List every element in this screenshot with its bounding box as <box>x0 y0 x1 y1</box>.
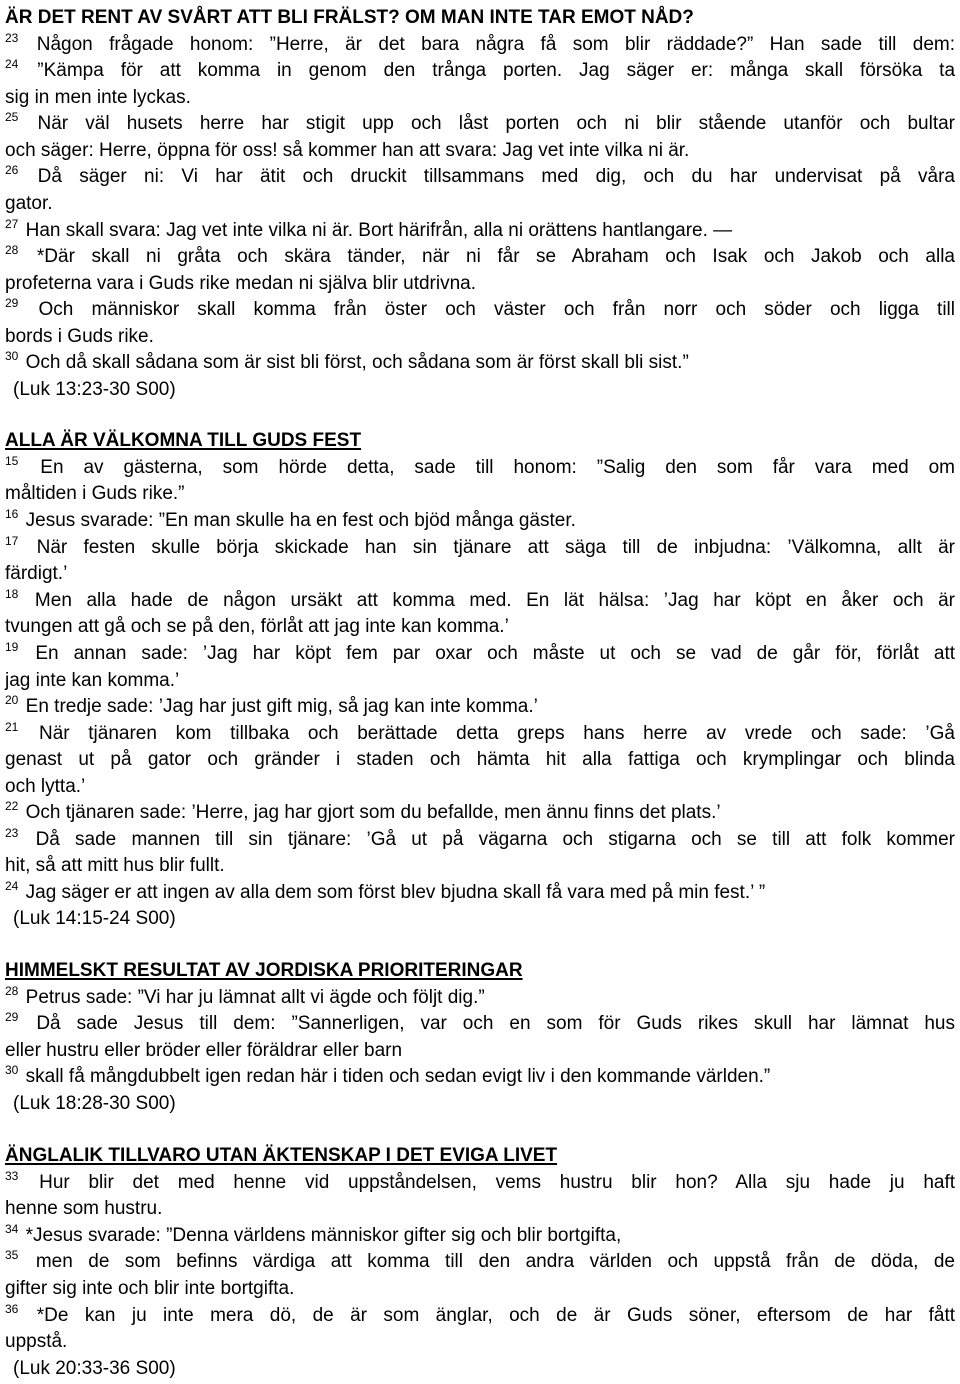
text-line <box>5 244 955 270</box>
line-text: och säger: Herre, öppna för oss! så kommer han att svara: Jag vet inte vilka ni är. <box>5 140 690 161</box>
verse-number: 30 <box>5 1063 19 1077</box>
line-text: Hur blir det med henne vid uppståndelsen, vems hustru blir hon? Alla sju hade ju haft <box>39 1172 956 1193</box>
text-line <box>5 138 689 164</box>
verse-number: 20 <box>5 693 19 707</box>
line-text: (Luk 14:15-24 S00) <box>13 908 176 929</box>
line-text: jag inte kan komma.’ <box>5 670 180 691</box>
verse-number: 22 <box>5 799 19 813</box>
text-line <box>5 1329 67 1355</box>
text-line <box>5 481 185 507</box>
text-line <box>5 1223 621 1249</box>
line-text: Då sade mannen till sin tjänare: ’Gå ut på vägarna och stigarna och se till att folk kommer <box>35 829 955 850</box>
text-line <box>5 85 191 111</box>
text-line <box>5 271 476 297</box>
text-line <box>5 774 85 800</box>
line-text: (Luk 18:28-30 S00) <box>13 1093 176 1114</box>
scripture-reference <box>5 906 176 932</box>
line-text: ”Kämpa för att komma in genom den trånga porten. Jag säger er: många skall försöka ta <box>37 60 956 81</box>
line-text: genast ut på gator och gränder i staden och hämta hit alla fattiga och krymplingar och blinda <box>5 749 955 770</box>
verse-number: 26 <box>5 163 19 177</box>
line-text: HIMMELSKT RESULTAT AV JORDISKA PRIORITERINGAR <box>5 960 523 981</box>
verse-number: 24 <box>5 879 19 893</box>
section-heading <box>5 1143 557 1169</box>
line-text: *De kan ju inte mera dö, de är som änglar, och de är Guds söner, eftersom de har fått <box>36 1305 956 1326</box>
text-line <box>5 1303 955 1329</box>
line-text: Och då skall sådana som är sist bli först, och sådana som är först skall bli sist.” <box>25 352 689 373</box>
verse-number: 36 <box>5 1302 19 1316</box>
scripture-reference <box>5 1356 176 1382</box>
line-text: *Där skall ni gråta och skära tänder, när ni får se Abraham och Isak och Jakob och alla <box>36 246 955 267</box>
verse-number: 19 <box>5 640 19 654</box>
text-line <box>5 58 955 84</box>
text-line <box>5 1038 402 1064</box>
text-line <box>5 827 955 853</box>
line-text: henne som hustru. <box>5 1198 163 1219</box>
verse-number: 15 <box>5 454 19 468</box>
line-text: sig in men inte lyckas. <box>5 87 191 108</box>
line-text: uppstå. <box>5 1331 68 1352</box>
line-text: ALLA ÄR VÄLKOMNA TILL GUDS FEST <box>5 430 362 451</box>
line-text: (Luk 20:33-36 S00) <box>13 1358 176 1379</box>
scripture-reference <box>5 1091 176 1117</box>
section-heading <box>5 5 694 31</box>
verse-number: 33 <box>5 1169 19 1183</box>
line-text: gator. <box>5 193 53 214</box>
line-text: ÄNGLALIK TILLVARO UTAN ÄKTENSKAP I DET EVIGA LIVET <box>5 1145 558 1166</box>
verse-number: 29 <box>5 1010 19 1024</box>
text-line <box>5 880 765 906</box>
text-line <box>5 1011 955 1037</box>
line-text: hit, så att mitt hus blir fullt. <box>5 855 225 876</box>
text-line <box>5 561 67 587</box>
line-text: Men alla hade de någon ursäkt att komma med. En lät hälsa: ’Jag har köpt en åker och är <box>34 590 955 611</box>
line-text: gifter sig inte och blir inte bortgifta. <box>5 1278 295 1299</box>
text-line <box>5 218 732 244</box>
verse-number: 29 <box>5 296 19 310</box>
line-text: En av gästerna, som hörde detta, sade till honom: ”Salig den som får vara med om <box>40 457 955 478</box>
text-line <box>5 614 509 640</box>
text-line <box>5 508 576 534</box>
line-text: När väl husets herre har stigit upp och låst porten och ni blir stående utanför och bultar <box>37 113 956 134</box>
verse-number: 23 <box>5 826 19 840</box>
text-line <box>5 985 485 1011</box>
text-line <box>5 747 955 773</box>
verse-number: 18 <box>5 587 19 601</box>
text-line <box>5 641 955 667</box>
line-text: Han skall svara: Jag vet inte vilka ni är. Bort härifrån, alla ni orättens hantlangare. — <box>25 220 733 241</box>
text-line <box>5 668 179 694</box>
text-line <box>5 1170 955 1196</box>
verse-number: 21 <box>5 720 19 734</box>
section-heading <box>5 958 523 984</box>
line-text: En annan sade: ’Jag har köpt fem par oxar och måste ut och se vad de går för, förlåt att <box>35 643 956 664</box>
text-line <box>5 32 955 58</box>
line-text: När festen skulle börja skickade han sin tjänare att säga till de inbjudna: ’Välkomna, allt är <box>36 537 955 558</box>
verse-number: 16 <box>5 507 19 521</box>
line-text: *Jesus svarade: ”Denna världens människor gifter sig och blir bortgifta, <box>25 1225 622 1246</box>
verse-number: 23 <box>5 31 19 45</box>
line-text: Då sade Jesus till dem: ”Sannerligen, var och en som för Guds rikes skull har lämnat hus <box>36 1013 955 1034</box>
line-text: profeterna vara i Guds rike medan ni själva blir utdrivna. <box>5 273 477 294</box>
verse-number: 28 <box>5 243 19 257</box>
line-text: Och människor skall komma från öster och väster och från norr och söder och ligga till <box>38 299 955 320</box>
line-text: (Luk 13:23-30 S00) <box>13 379 176 400</box>
line-text: Och tjänaren sade: ’Herre, jag har gjort som du befallde, men ännu finns det plats.’ <box>25 802 721 823</box>
line-text: Jesus svarade: ”En man skulle ha en fest och bjöd många gäster. <box>25 510 576 531</box>
verse-number: 35 <box>5 1248 19 1262</box>
verse-number: 25 <box>5 110 19 124</box>
text-line <box>5 324 154 350</box>
line-text: Jag säger er att ingen av alla dem som först blev bjudna skall få vara med på min fest.’ ” <box>25 882 766 903</box>
line-text: En tredje sade: ’Jag har just gift mig, så jag kan inte komma.’ <box>25 696 538 717</box>
line-text: eller hustru eller bröder eller föräldrar eller barn <box>5 1040 403 1061</box>
text-line <box>5 191 53 217</box>
text-line <box>5 111 955 137</box>
text-line <box>5 853 225 879</box>
text-line <box>5 1064 770 1090</box>
line-text: färdigt.’ <box>5 563 68 584</box>
section-heading <box>5 428 361 454</box>
line-text: bords i Guds rike. <box>5 326 154 347</box>
text-line <box>5 164 955 190</box>
line-text: skall få mångdubbelt igen redan här i tiden och sedan evigt liv i den kommande världen.” <box>25 1066 771 1087</box>
text-line <box>5 350 689 376</box>
line-text: När tjänaren kom tillbaka och berättade detta greps hans herre av vrede och sade: ’Gå <box>39 723 955 744</box>
text-line <box>5 1276 294 1302</box>
text-line <box>5 800 721 826</box>
text-line <box>5 535 955 561</box>
line-text: måltiden i Guds rike.” <box>5 483 185 504</box>
text-line <box>5 694 538 720</box>
text-line <box>5 1249 955 1275</box>
line-text: Någon frågade honom: ”Herre, är det bara några få som blir räddade?” Han sade till dem: <box>36 34 956 55</box>
verse-number: 34 <box>5 1222 19 1236</box>
text-line <box>5 1196 162 1222</box>
text-line <box>5 455 955 481</box>
text-line <box>5 721 955 747</box>
verse-number: 28 <box>5 984 19 998</box>
verse-number: 17 <box>5 534 19 548</box>
verse-number: 24 <box>5 57 19 71</box>
verse-number: 30 <box>5 349 19 363</box>
text-line <box>5 297 955 323</box>
line-text: ÄR DET RENT AV SVÅRT ATT BLI FRÄLST? OM MAN INTE TAR EMOT NÅD? <box>5 7 694 28</box>
line-text: tvungen att gå och se på den, förlåt att jag inte kan komma.’ <box>5 616 509 637</box>
line-text: men de som befinns värdiga att komma till den andra världen och uppstå från de döda, de <box>35 1251 956 1272</box>
text-line <box>5 588 955 614</box>
line-text: Petrus sade: ”Vi har ju lämnat allt vi ägde och följt dig.” <box>25 987 485 1008</box>
scripture-reference <box>5 377 176 403</box>
verse-number: 27 <box>5 217 19 231</box>
line-text: Då säger ni: Vi har ätit och druckit tillsammans med dig, och du har undervisat på våra <box>37 166 955 187</box>
line-text: och lytta.’ <box>5 776 86 797</box>
